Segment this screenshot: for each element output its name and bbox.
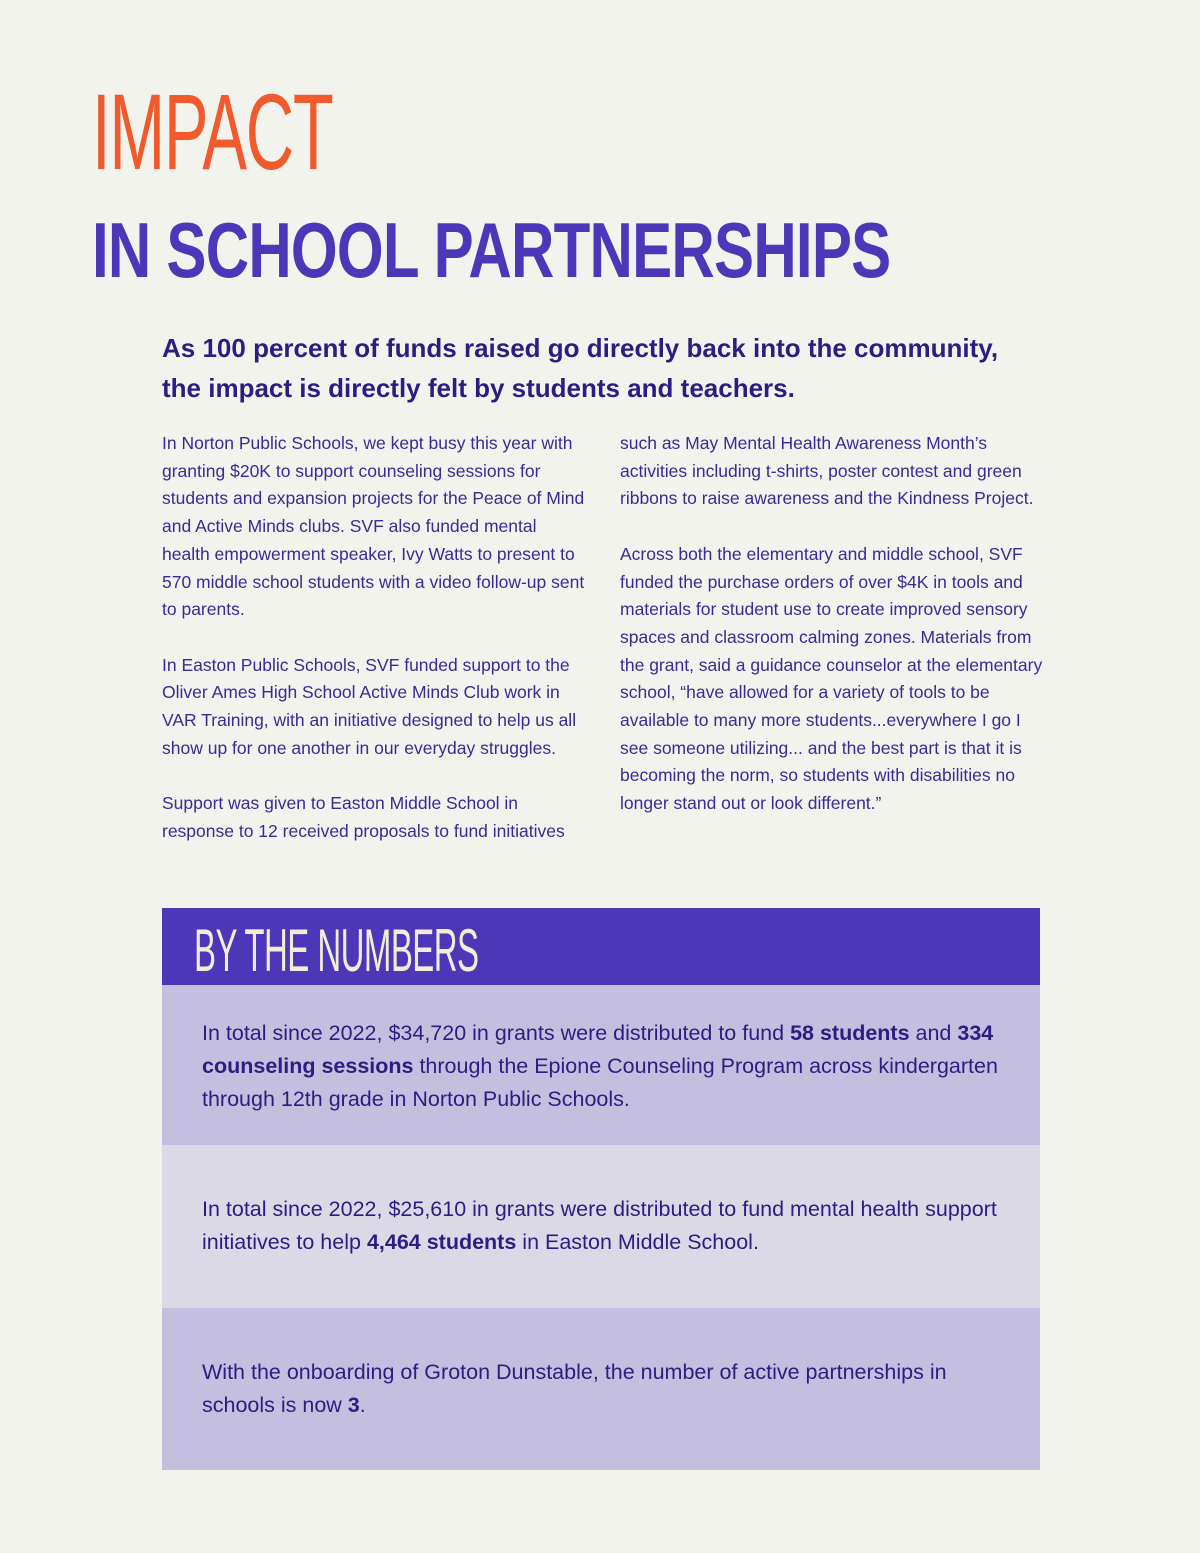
body-paragraph: In Easton Public Schools, SVF funded support to the Oliver Ames High School Active Minds Club work in VAR Training, with an initiative designed to help us all show up for one another in our everyday struggles. (162, 654, 577, 758)
stat-text-part: With the onboarding of Groton Dunstable, the number of active partnerships in schools is now (202, 1360, 947, 1417)
stat-text-part: and (909, 1021, 958, 1045)
stat-text (202, 1193, 1002, 1259)
stat-highlight: 3 (347, 1393, 360, 1417)
body-column-left (162, 430, 587, 873)
by-the-numbers-heading: BY THE NUMBERS (194, 917, 479, 984)
stat-highlight: 58 students (790, 1021, 910, 1045)
stat-text (202, 1356, 1002, 1422)
stat-text-part: . (359, 1393, 366, 1417)
stat-box-norton (162, 985, 1040, 1145)
body-column-right (620, 430, 1045, 846)
stat-text-part: through the Epione Counseling Program across kindergarten through 12th grade in Norton Public Schools. (202, 1054, 998, 1111)
body-paragraph: In Norton Public Schools, we kept busy this year with granting $20K to support counseling sessions for students and expansion projects for the Peace of Mind and Active Minds clubs. SVF also funded mental health empowerment speaker, Ivy Watts to present to 570 middle school students with a video follow-up sent to parents. (162, 433, 585, 620)
stat-box-partnerships (162, 1308, 1040, 1470)
body-paragraph: Support was given to Easton Middle School in response to 12 received proposals to fund initiatives (162, 793, 565, 841)
page-subtitle: IN SCHOOL PARTNERSHIPS (92, 206, 891, 294)
stat-text (202, 1017, 1002, 1116)
body-paragraph: such as May Mental Health Awareness Month’s activities including t-shirts, poster contest and green ribbons to raise awareness and the Kindness Project. (620, 433, 1034, 509)
stat-highlight: 334 counseling sessions (202, 1021, 994, 1078)
page-title: IMPACT (92, 71, 333, 192)
stat-text-part: in Easton Middle School. (516, 1230, 759, 1254)
body-paragraph: Across both the elementary and middle school, SVF funded the purchase orders of over $4K in tools and materials for student use to create improved sensory spaces and classroom calming zones. Materials from the grant, said a guidance counselor at the elementary school, “have allowed for a variety of tools to be available to many more students...everywhere I go I see someone utilizing... and the best part is that it is becoming the norm, so students with disabilities no longer stand out or look different.” (620, 543, 1043, 814)
stat-text-part: In total since 2022, $34,720 in grants were distributed to fund (202, 1021, 791, 1045)
by-the-numbers-banner (162, 908, 1040, 985)
lead-paragraph: As 100 percent of funds raised go directly back into the community, the impact is directly felt by students and teachers. (162, 333, 999, 403)
stat-box-easton (162, 1145, 1040, 1308)
stat-text-part: In total since 2022, $25,610 in grants were distributed to fund mental health support initiatives to help (202, 1197, 997, 1254)
stat-highlight: 4,464 students (366, 1230, 517, 1254)
